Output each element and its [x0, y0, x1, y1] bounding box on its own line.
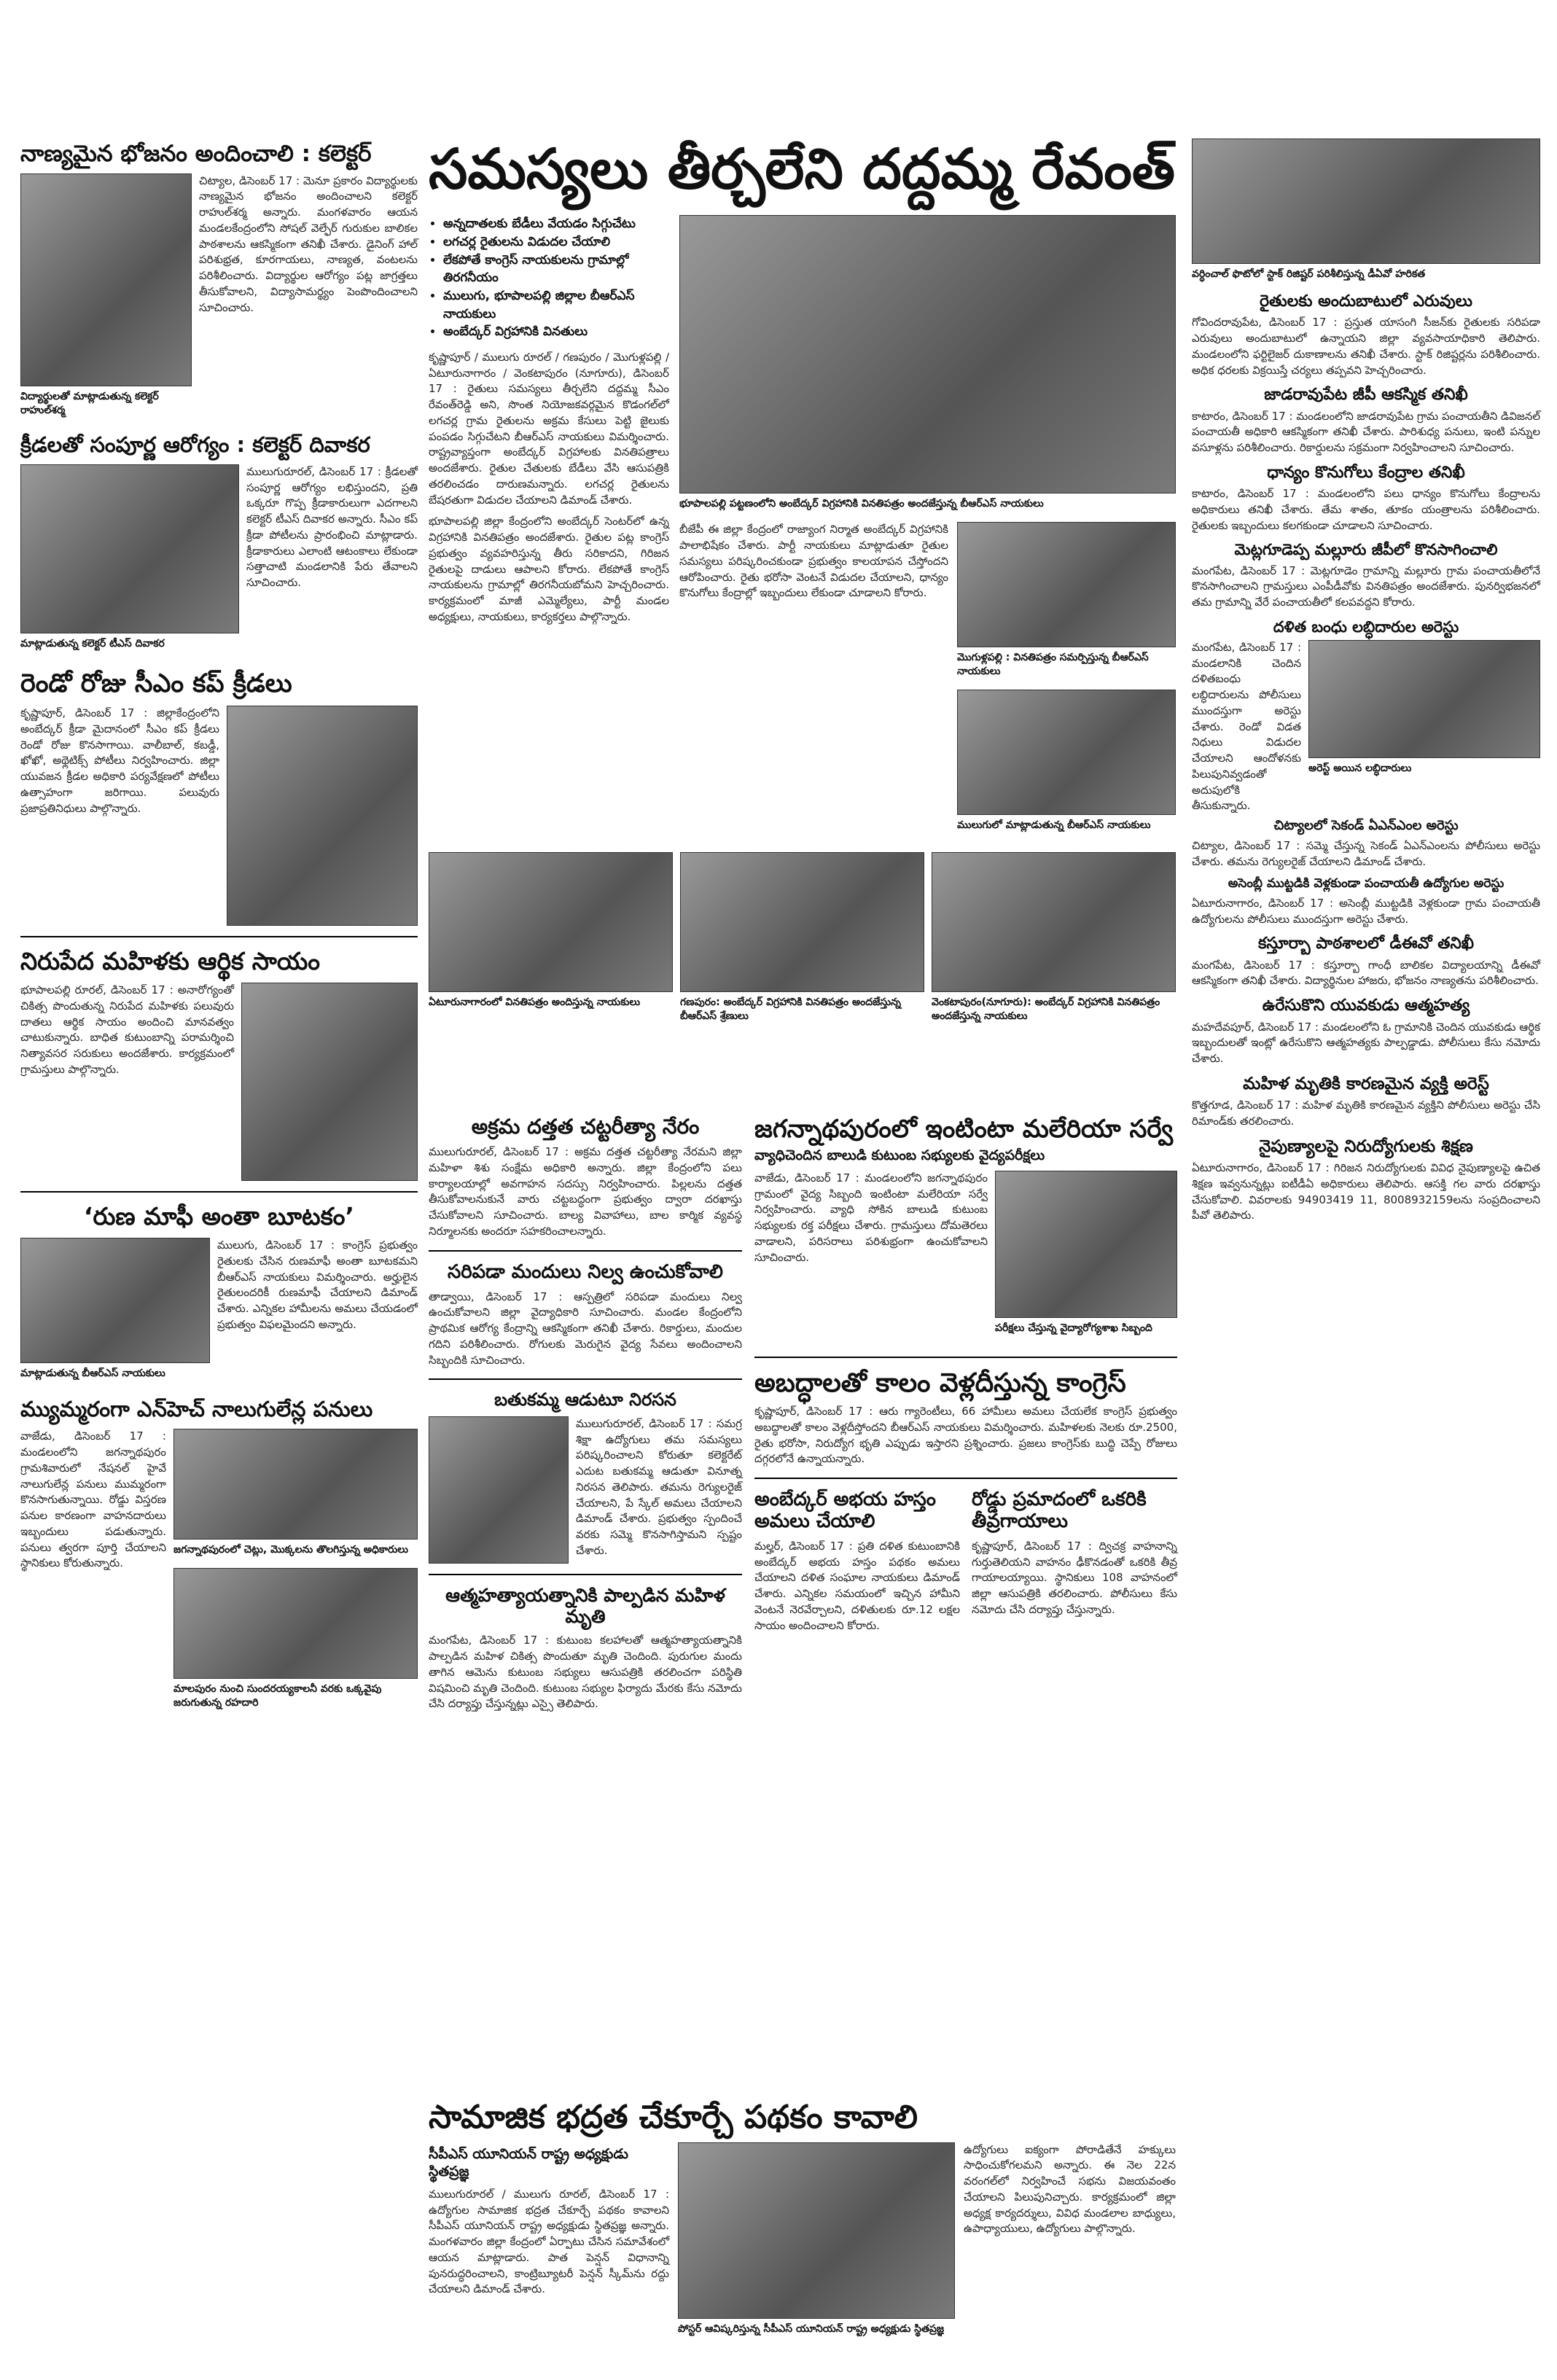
caption-collector-sports: మాట్లాడుతున్న కలెక్టర్ టీఎస్ దివాకర	[20, 637, 165, 649]
caption-collector-students: విద్యార్థులతో మాట్లాడుతున్న కలెక్టర్ రాహుల్‌శర్మ	[20, 390, 159, 416]
photo-mulugu-leaders	[957, 690, 1176, 815]
story-woman-suicide: మంగపేట, డిసెంబర్ 17 : కుటుంబ కలహాలతో ఆత్మహత్యాయత్నానికి పాల్పడిన మహిళ చికిత్స పొందుతూ మృతి చెందింది. పురుగుల మందు తాగిన ఆమెను కుటుంబ సభ్యులు ఆసుపత్రికి తరలించగా పరిస్థితి విషమించి మృతి చెందింది. కుటుంబ సభ్యుల ఫిర్యాదు మేరకు కేసు నమోదు చేసి దర్యాప్తు చేస్తున్నట్లు ఎస్సై తెలిపారు.	[429, 1634, 742, 1711]
headline-gp-inspection: జాడరావుపేట జీపీ ఆకస్మిక తనిఖీ	[1264, 386, 1468, 405]
column-1	[20, 117, 418, 1721]
lead-story-text-2: భూపాలపల్లి జిల్లా కేంద్రంలోని అంబేద్కర్ సెంటర్‌లో ఉన్న విగ్రహానికి వినతిపత్రం అందజేశారు. రైతుల పట్ల కాంగ్రెస్ ప్రభుత్వం వ్యవహరిస్తున్న తీరు సరికాదని, గిరిజన రైతులపై దాడులు ఆపాలని కోరారు. లేకపోతే కాంగ్రెస్ నాయకులను గ్రామాల్లో తిరగనీయబోమని హెచ్చరించారు. కార్యక్రమంలో మాజీ ఎమ్మెల్యేలు, పార్టీ మండల అధ్యక్షులు, నాయకులు, కార్యకర్తలు పాల్గొన్నారు.	[429, 515, 669, 623]
headline-panchayat-staff-arrest: అసెంబ్లీ ముట్టడికి వెళ్లకుండా పంచాయతీ ఉద్యోగుల అరెస్టు	[1228, 876, 1505, 891]
bottom-headline: సామాజిక భద్రత చేకూర్చే పథకం కావాలి	[429, 2099, 918, 2136]
story-panchayat-staff-arrest: ఏటూరునాగారం, డిసెంబర్ 17 : అసెంబ్లీ ముట్టడికి వెళ్లకుండా గ్రామ పంచాయతీ ఉద్యోగులను పోలీసులు ముందస్తుగా అరెస్టు చేశారు.	[1192, 896, 1540, 926]
caption-tree-removal: జగన్నాథపురంలో చెట్లు, మొక్కలను తొలగిస్తున్న అధికారులు	[173, 1544, 409, 1556]
headline-woman-death-arrest: మహిళ మృతికి కారణమైన వ్యక్తి అరెస్ట్	[1243, 1074, 1489, 1093]
headline-dalitbandhu-arrest: దళిత బంధు లబ్ధిదారుల అరెస్టు	[1273, 617, 1459, 636]
story-ambedkar-scheme: మల్హర్, డిసెంబర్ 17 : ప్రతి దళిత కుటుంబానికి అంబేద్కర్ అభయ హస్తం పథకం అమలు చేయాలని దళిత సంఘాల నాయకులు డిమాండ్ చేశారు. ఎన్నికల సమయంలో ఇచ్చిన హామీని వెంటనే నెరవేర్చాలని, దళితులకు రూ.12 లక్షల సాయం అందించాలని కోరారు.	[754, 1539, 960, 1632]
story-youth-suicide: మహదేవపూర్, డిసెంబర్ 17 : మండలంలోని ఓ గ్రామానికి చెందిన యువకుడు ఆర్థిక ఇబ్బందులతో ఇంట్లో ఉరేసుకొని ఆత్మహత్యకు పాల్పడ్డాడు. పోలీసులు కేసు నమోదు చేశారు.	[1192, 1020, 1540, 1065]
subhead-malaria-survey: వ్యాధిచెందిన బాలుడి కుటుంబ సభ్యులకు వైద్యపరీక్షలు	[754, 1147, 1045, 1164]
story-adoption: ములుగురూరల్, డిసెంబర్ 17 : అక్రమ దత్తత చట్టరీత్యా నేరమని జిల్లా మహిళా శిశు సంక్షేమ అధికారి అన్నారు. జిల్లా కేంద్రంలోని పలు కార్యాలయాల్లో అవగాహన సదస్సు నిర్వహించారు. పిల్లలను దత్తత తీసుకోవాలనుకునే వారు చట్టబద్ధంగా ప్రభుత్వం ద్వారా దరఖాస్తు చేసుకోవాలని సూచించారు. బాల్య వివాహాలు, బాల కార్మిక వ్యవస్థ నిర్మూలనకు అందరూ సహకరించాలన్నారు.	[429, 1145, 742, 1238]
story-skill-training: ఏటూరునాగారం, డిసెంబర్ 17 : గిరిజన నిరుద్యోగులకు వివిధ నైపుణ్యాలపై ఉచిత శిక్షణ ఇవ్వనున్నట్లు ఐటీడీఏ అధికారులు తెలిపారు. ఆసక్తి గల వారు దరఖాస్తు చేసుకోవాలి. వివరాలకు 94903419 11, 8008932159లను సంప్రదించాలని పీవో తెలిపారు.	[1192, 1161, 1540, 1222]
photo-arrested-beneficiaries	[1308, 640, 1540, 758]
headline-road-accident: రోడ్డు ప్రమాదంలో ఒకరికి తీవ్రగాయాలు	[972, 1489, 1147, 1533]
headline-kgbv-inspection: కస్తూర్బా పాఠశాలలో డీఈవో తనిఖీ	[1257, 935, 1475, 953]
caption-ganapuram: గణపురం: అంబేద్కర్ విగ్రహానికి వినతిపత్రం అందజేస్తున్న బీఆర్ఎస్ శ్రేణులు	[680, 996, 902, 1023]
lead-bullets	[429, 215, 669, 340]
lead-story	[429, 117, 1176, 1034]
photo-collector-sports	[20, 464, 239, 633]
caption-lead-memorandum: భూపాలపల్లి పట్టణంలోని అంబేద్కర్ విగ్రహానికి వినతిపత్రం అందజేస్తున్న బీఆర్ఎస్ నాయకులు	[679, 498, 1044, 510]
photo-fertilizer-check	[1192, 138, 1540, 264]
headline-fertilizer: రైతులకు అందుబాటులో ఎరువులు	[1260, 292, 1472, 311]
lead-bullet: • లేకపోతే కాంగ్రెస్ నాయకులను గ్రామాల్లో తిరగనీయం	[443, 251, 669, 287]
headline-adoption: అక్రమ దత్తత చట్టరీత్యా నేరం	[471, 1115, 700, 1139]
caption-malaria-tests: పరీక్షలు చేస్తున్న వైద్యారోగ్యశాఖ సిబ్బంది	[995, 1322, 1152, 1334]
headline-skill-training: నైపుణ్యాలపై నిరుద్యోగులకు శిక్షణ	[1259, 1136, 1473, 1156]
story-dalitbandhu-arrest: మంగపేట, డిసెంబర్ 17 : మండలానికి చెందిన దళితబంధు లబ్ధిదారులను పోలీసులు ముందస్తుగా అరెస్టు చేశారు. రెండో విడత నిధులు విడుదల చేయాలని ఆందోళనకు పిలుపునివ్వడంతో అదుపులోకి తీసుకున్నారు.	[1192, 640, 1301, 813]
photo-cm-cup	[227, 706, 418, 926]
bottom-story-text-2: ఉద్యోగులు ఐక్యంగా పోరాడితేనే హక్కులు సాధించుకోగలమని అన్నారు. ఈ నెల 22న వరంగల్‌లో నిర్వహించే సభను విజయవంతం చేయాలని పిలుపునిచ్చారు. కార్యక్రమంలో జిల్లా అధ్యక్ష కార్యదర్శులు, వివిధ మండలాల బాధ్యులు, ఉపాధ్యాయులు, ఉద్యోగులు పాల్గొన్నారు.	[964, 2142, 1176, 2236]
story-mallur-gp: మంగపేట, డిసెంబర్ 17 : మెట్లగూడెం గ్రామాన్ని మల్లూరు గ్రామ పంచాయతీలోనే కొనసాగించాలని గ్రామస్తులు ఎంపీడీవోకు వినతిపత్రం అందజేశారు. పునర్విభజనలో తమ గ్రామాన్ని వేరే పంచాయతీలో కలపవద్దని కోరారు.	[1192, 563, 1540, 609]
lead-bullet: • అన్నదాతలకు బేడీలు వేయడం సిగ్గుచేటు	[443, 215, 669, 233]
caption-arrested-beneficiaries: అరెస్ట్ అయిన లబ్ధిదారులు	[1308, 762, 1412, 774]
photo-road-works	[173, 1568, 418, 1679]
story-kgbv-inspection: మంగపేట, డిసెంబర్ 17 : కస్తూర్బా గాంధీ బాలికల విద్యాలయాన్ని డీఈవో ఆకస్మికంగా తనిఖీ చేశారు. విద్యార్థినుల హాజరు, భోజనం నాణ్యతను పరిశీలించారు.	[1192, 958, 1540, 988]
story-loan-waiver: ములుగు, డిసెంబర్ 17 : కాంగ్రెస్ ప్రభుత్వం రైతులకు చేసిన రుణమాఫీ అంతా బూటకమని బీఆర్ఎస్ నాయకులు విమర్శించారు. అర్హులైన రైతులందరికీ రుణమాఫీ చేయాలని డిమాండ్ చేశారు. ఎన్నికల హామీలను అమలు చేయడంలో ప్రభుత్వం విఫలమైందని అన్నారు.	[217, 1238, 418, 1331]
headline-ambedkar-scheme: అంబేద్కర్ అభయ హస్తం అమలు చేయాలి	[754, 1489, 936, 1533]
headline-sports-health: క్రీడలతో సంపూర్ణ ఆరోగ్యం : కలెక్టర్ దివాకర	[20, 432, 370, 457]
photo-collector-students	[20, 173, 192, 386]
headline-loan-waiver: ‘రుణ మాఫీ అంతా బూటకం’	[83, 1202, 355, 1231]
bottom-story	[429, 2099, 1176, 2347]
story-medicine-stock: తాడ్వాయి, డిసెంబర్ 17 : ఆస్పత్రిలో సరిపడా మందులు నిల్వ ఉంచుకోవాలని జిల్లా వైద్యాధికారి సూచించారు. మండల కేంద్రంలోని ప్రాథమిక ఆరోగ్య కేంద్రాన్ని ఆకస్మికంగా తనిఖీ చేశారు. రికార్డులు, మందుల గదిని పరిశీలించారు. రోగులకు మెరుగైన వైద్య సేవలు అందించాలని సిబ్బందికి సూచించారు.	[429, 1290, 742, 1367]
headline-bathukamma-protest: బతుకమ్మ ఆడుటూ నిరసన	[494, 1389, 676, 1411]
lead-story-text-3: బీజేపీ ఈ జిల్లా కేంద్రంలో రాజ్యాంగ నిర్మాత అంబేద్కర్ విగ్రహానికి పాలాభిషేకం చేశారు. పార్టీ నాయకులు మాట్లాడుతూ రైతుల సమస్యలు పరిష్కరించకుండా ప్రభుత్వం కాలయాపన చేస్తోందని ఆరోపించారు. రైతు భరోసా వెంటనే విడుదల చేయాలని, ధాన్యం కొనుగోలు కేంద్రాల్లో ఇబ్బందులు లేకుండా చూడాలని కోరారు.	[679, 523, 948, 600]
caption-brs-leaders: మాట్లాడుతున్న బీఆర్ఎస్ నాయకులు	[20, 1367, 165, 1380]
headline-medicine-stock: సరిపడా మందులు నిల్వ ఉంచుకోవాలి	[448, 1260, 723, 1283]
lead-bullet: • ములుగు, భూపాలపల్లి జిల్లాల బీఆర్ఎస్ నాయకులు	[443, 287, 669, 323]
caption-cps-poster: పోస్టర్ ఆవిష్కరిస్తున్న సీపీఎస్ యూనియన్ రాష్ట్ర అధ్యక్షుడు స్థితప్రజ్ఞ	[678, 2322, 945, 2335]
story-paddy-centres: కాటారం, డిసెంబర్ 17 : మండలంలోని పలు ధాన్యం కొనుగోలు కేంద్రాలను అధికారులు తనిఖీ చేశారు. తేమ శాతం, తూకం యంత్రాలను పరిశీలించారు. రైతులకు ఇబ్బందులు కలగకుండా చూడాలని సూచించారు.	[1192, 487, 1540, 532]
photo-cps-poster	[678, 2142, 955, 2319]
story-bathukamma-protest: ములుగురూరల్, డిసెంబర్ 17 : సమగ్ర శిక్షా ఉద్యోగులు తమ సమస్యలు పరిష్కరించాలని కోరుతూ కలెక్టరేట్ ఎదుట బతుకమ్మ ఆడుతూ వినూత్న నిరసన తెలిపారు. తమను రెగ్యులరైజ్ చేయాలని, పే స్కేల్ అమలు చేయాలని డిమాండ్ చేశారు. ప్రభుత్వం స్పందించే వరకు సమ్మె కొనసాగిస్తామని స్పష్టం చేశారు.	[576, 1416, 742, 1557]
headline-anm-arrest: చిట్యాలలో సెకండ్ ఏఎన్ఎంల అరెస్టు	[1273, 818, 1459, 834]
photo-mogullapalli	[957, 522, 1176, 647]
bottom-subhead: సీపీఎస్ యూనియన్ రాష్ట్ర అధ్యక్షుడు స్థితప్రజ్ఞ	[429, 2145, 628, 2180]
headline-collector-meals: నాణ్యమైన భోజనం అందించాలి : కలెక్టర్	[20, 141, 372, 167]
story-financial-aid: భూపాలపల్లి రూరల్, డిసెంబర్ 17 : అనారోగ్యంతో చికిత్స పొందుతున్న నిరుపేద మహిళకు పలువురు దాతలు ఆర్థిక సాయం అందించి మానవత్వం చాటుకున్నారు. బాధిత కుటుంబాన్ని పరామర్శించి నిత్యావసర సరుకులు అందజేశారు. కార్యక్రమంలో గ్రామస్తులు పాల్గొన్నారు.	[20, 983, 234, 1076]
column-mid	[429, 1115, 742, 1712]
lead-bullet: • అంబేద్కర్ విగ్రహానికి వినతులు	[443, 323, 669, 341]
photo-tree-removal	[173, 1429, 418, 1540]
photo-ganapuram	[680, 852, 924, 992]
headline-congress-lies: అబద్ధాలతో కాలం వెళ్లదీస్తున్న కాంగ్రెస్	[754, 1367, 1126, 1398]
story-sports-health: ములుగురూరల్, డిసెంబర్ 17 : క్రీడలతో సంపూర్ణ ఆరోగ్యం లభిస్తుందని, ప్రతి ఒక్కరూ గొప్ప క్రీడాకారులుగా ఎదగాలని కలెక్టర్ టీఎస్ దివాకర అన్నారు. సీఎం కప్ క్రీడా పోటీలను ప్రారంభించి మాట్లాడారు. క్రీడాకారులు ఎలాంటి ఆటంకాలు లేకుండా సత్తాచాటి మండలానికి పేరు తేవాలని సూచించారు.	[246, 464, 418, 590]
story-anm-arrest: చిట్యాల, డిసెంబర్ 17 : సమ్మె చేస్తున్న సెకండ్ ఏఎన్ఎంలను పోలీసులు అరెస్టు చేశారు. తమను రెగ్యులరైజ్ చేయాలని డిమాండ్ చేశారు.	[1192, 838, 1540, 868]
caption-mogullapalli: మొగుళ్లపల్లి : వినతిపత్రం సమర్పిస్తున్న బీఆర్ఎస్ నాయకులు	[957, 652, 1149, 678]
caption-road-works: మాలపురం నుంచి సుందరయ్యకాలనీ వరకు ఒక్కవైపు జరుగుతున్న రహదారి	[173, 1683, 382, 1709]
headline-nh-works: మ్యుమ్మరంగా ఎన్‌హెచ్ నాలుగులేన్ల పనులు	[20, 1397, 373, 1422]
caption-venkatapuram: వెంకటాపురం(నూగూరు): అంబేద్కర్ విగ్రహానికి వినతిపత్రం అందజేస్తున్న నాయకులు	[932, 996, 1160, 1023]
caption-fertilizer-check: వర్ధించాల్ ఫొటోలో స్టాక్ రిజిష్టర్ పరిశీలిస్తున్న డీఏవో హరికత	[1192, 268, 1426, 280]
headline-woman-suicide: ఆత్మహత్యాయత్నానికి పాల్పడిన మహిళ మృతి	[445, 1584, 725, 1627]
headline-paddy-centres: ధాన్యం కొనుగోలు కేంద్రాల తనిఖీ	[1267, 463, 1465, 482]
headline-cm-cup: రెండో రోజు సీఎం కప్ క్రీడలు	[20, 668, 292, 698]
photo-malaria-tests	[995, 1171, 1177, 1318]
story-malaria-survey: వాజేడు, డిసెంబర్ 17 : మండలంలోని జగన్నాథపురం గ్రామంలో వైద్య సిబ్బంది ఇంటింటా మలేరియా సర్వే నిర్వహించారు. వ్యాధి సోకిన బాలుడి కుటుంబ సభ్యులకు రక్త పరీక్షలు చేశారు. గ్రామస్తులు దోమతెరలు వాడాలని, పరిసరాలు పరిశుభ్రంగా ఉంచుకోవాలని సూచించారు.	[754, 1171, 988, 1264]
headline-youth-suicide: ఉరేసుకొని యువకుడు ఆత్మహత్య	[1262, 996, 1470, 1015]
photo-venkatapuram	[932, 852, 1176, 992]
photo-brs-leaders	[20, 1238, 210, 1363]
story-woman-death-arrest: కొత్తగూడ, డిసెంబర్ 17 : మహిళ మృతికి కారణమైన వ్యక్తిని పోలీసులు అరెస్టు చేసి రిమాండ్‌కు తరలించారు.	[1192, 1099, 1540, 1128]
column-3	[754, 1115, 1177, 1634]
photo-lead-memorandum	[679, 215, 1176, 493]
lead-bullet: • లగచర్ల రైతులను విడుదల చేయాలి	[443, 233, 669, 251]
photo-financial-aid	[241, 983, 418, 1181]
story-road-accident: కృష్ణాపూర్, డిసెంబర్ 17 : ద్విచక్ర వాహనాన్ని గుర్తుతెలియని వాహనం ఢీకొనడంతో ఒకరికి తీవ్ర గాయాలయ్యాయి. స్థానికులు 108 వాహనంలో జిల్లా ఆసుపత్రికి తరలించారు. పోలీసులు కేసు నమోదు చేసి దర్యాప్తు చేస్తున్నారు.	[972, 1539, 1177, 1616]
caption-mulugu-leaders: ములుగులో మాట్లాడుతున్న బీఆర్ఎస్ నాయకులు	[957, 819, 1151, 832]
lead-headline: సమస్యలు తీర్చలేని దద్దమ్మ రేవంత్	[429, 136, 1176, 201]
story-nh-works: వాజేడు, డిసెంబర్ 17 : మండలంలోని జగన్నాథపురం గ్రామశివారులో నేషనల్ హైవే నాలుగులేన్ల పనులు ముమ్మరంగా కొనసాగుతున్నాయి. రోడ్డు విస్తరణ పనుల కారణంగా వాహనదారులు ఇబ్బందులు పడుతున్నారు. పనులు త్వరగా పూర్తి చేయాలని స్థానికులు కోరుతున్నారు.	[20, 1429, 166, 1570]
lead-story-text-1: కృష్ణాపూర్ / ములుగు రూరల్ / గణపురం / మొగుళ్లపల్లి / ఏటూరునాగారం / వెంకటాపురం (నూగూరు), డిసెంబర్ 17 : రైతులు సమస్యలు తీర్చలేని దద్దమ్మ సీఎం రేవంత్‌రెడ్డి అని, సొంత నియోజకవర్గమైన కొడంగల్‌లో లగచర్ల గ్రామ రైతులను అక్రమ కేసులు పెట్టి జైలుకు పంపడం సిగ్గుచేటని బీఆర్ఎస్ నాయకులు విమర్శించారు. రాష్ట్రవ్యాప్తంగా అంబేద్కర్ విగ్రహాలకు వినతిపత్రాలు అందజేశారు. రైతుల చేతులకు బేడీలు వేసి ఆసుపత్రికి తరలించడం దారుణమన్నారు. లగచర్ల రైతులను బేషరతుగా విడుదల చేయాలని డిమాండ్ చేశారు.	[429, 350, 669, 507]
story-fertilizer: గోవిందరావుపేట, డిసెంబర్ 17 : ప్రస్తుత యాసంగి సీజన్‌కు రైతులకు సరిపడా ఎరువులు అందుబాటులో ఉన్నాయని జిల్లా వ్యవసాయాధికారి తెలిపారు. మండలంలోని ఫర్టిలైజర్ దుకాణాలను తనిఖీ చేశారు. స్టాక్ రిజిష్టర్లను పరిశీలించారు. అధిక ధరలకు విక్రయిస్తే చర్యలు తప్పవని హెచ్చరించారు.	[1192, 316, 1540, 377]
column-4	[1192, 117, 1540, 1224]
story-congress-lies: కృష్ణాపూర్, డిసెంబర్ 17 : ఆరు గ్యారెంటీలు, 66 హామీలు అమలు చేయలేక కాంగ్రెస్ ప్రభుత్వం అబద్ధాలతో కాలం వెళ్లదీస్తోందని బీఆర్ఎస్ నాయకులు విమర్శించారు. మహిళలకు నెలకు రూ.2500, రైతు భరోసా, నిరుద్యోగ భృతి ఎప్పుడు ఇస్తారని ప్రశ్నించారు. ప్రజలు కాంగ్రెస్‌కు బుద్ధి చెప్పే రోజులు దగ్గరలోనే ఉన్నాయన్నారు.	[754, 1405, 1177, 1466]
story-cm-cup: కృష్ణాపూర్, డిసెంబర్ 17 : జిల్లాకేంద్రంలోని అంబేద్కర్ క్రీడా మైదానంలో సీఎం కప్ క్రీడలు రెండో రోజు కొనసాగాయి. వాలీబాల్, కబడ్డీ, ఖోఖో, అథ్లెటిక్స్ పోటీలు నిర్వహించారు. జిల్లా యువజన క్రీడల అధికారి పర్యవేక్షణలో పోటీలు ఉత్సాహంగా జరిగాయి. పలువురు ప్రజాప్రతినిధులు పాల్గొన్నారు.	[20, 706, 219, 815]
headline-malaria-survey: జగన్నాథపురంలో ఇంటింటా మలేరియా సర్వే	[754, 1115, 1174, 1144]
story-gp-inspection: కాటారం, డిసెంబర్ 17 : మండలంలోని జాడరావుపేట గ్రామ పంచాయతీని డివిజనల్ పంచాయతీ అధికారి ఆకస్మికంగా తనిఖీ చేశారు. పారిశుధ్య పనులు, ఇంటి పన్నుల వసూళ్లను పరిశీలించారు. రికార్డులను సక్రమంగా నిర్వహించాలని సూచించారు.	[1192, 409, 1540, 455]
bottom-story-text-1: ములుగురూరల్ / ములుగు రూరల్, డిసెంబర్ 17 : ఉద్యోగుల సామాజిక భద్రత చేకూర్చే పథకం కావాలని సీపీఎస్ యూనియన్ రాష్ట్ర అధ్యక్షుడు స్థితప్రజ్ఞ అన్నారు. మంగళవారం జిల్లా కేంద్రంలో ఏర్పాటు చేసిన సమావేశంలో ఆయన మాట్లాడారు. పాత పెన్షన్ విధానాన్ని పునరుద్ధరించాలని, కాంట్రిబ్యూటరీ పెన్షన్ స్కీమ్‌ను రద్దు చేయాలని డిమాండ్ చేశారు.	[429, 2187, 669, 2296]
photo-bathukamma	[429, 1416, 569, 1564]
headline-mallur-gp: మెట్లగూడెప్ప మల్లూరు జీపీలో కొనసాగించాలి	[1234, 541, 1498, 559]
photo-eturnagaram	[429, 852, 673, 992]
story-collector-meals: చిట్యాల, డిసెంబర్ 17 : మెనూ ప్రకారం విద్యార్థులకు నాణ్యమైన భోజనం అందించాలని కలెక్టర్ రాహుల్‌శర్మ అన్నారు. మంగళవారం ఆయన మండలకేంద్రంలోని సోషల్ వెల్ఫేర్ గురుకుల బాలికల పాఠశాలను ఆకస్మికంగా తనిఖీ చేశారు. డైనింగ్ హాల్ పరిశుభ్రత, కూరగాయలు, నాణ్యత, వంటలను పరిశీలించారు. విద్యార్థుల ఆరోగ్యం పట్ల జాగ్రత్తలు తీసుకోవాలని, విద్యాసామర్థ్యం పెంపొందించాలని సూచించారు.	[199, 173, 418, 314]
headline-financial-aid: నిరుపేద మహిళకు ఆర్థిక సాయం	[20, 947, 320, 976]
caption-eturnagaram: ఏటూరునాగారంలో వినతిపత్రం అందిస్తున్న నాయకులు	[429, 996, 641, 1009]
